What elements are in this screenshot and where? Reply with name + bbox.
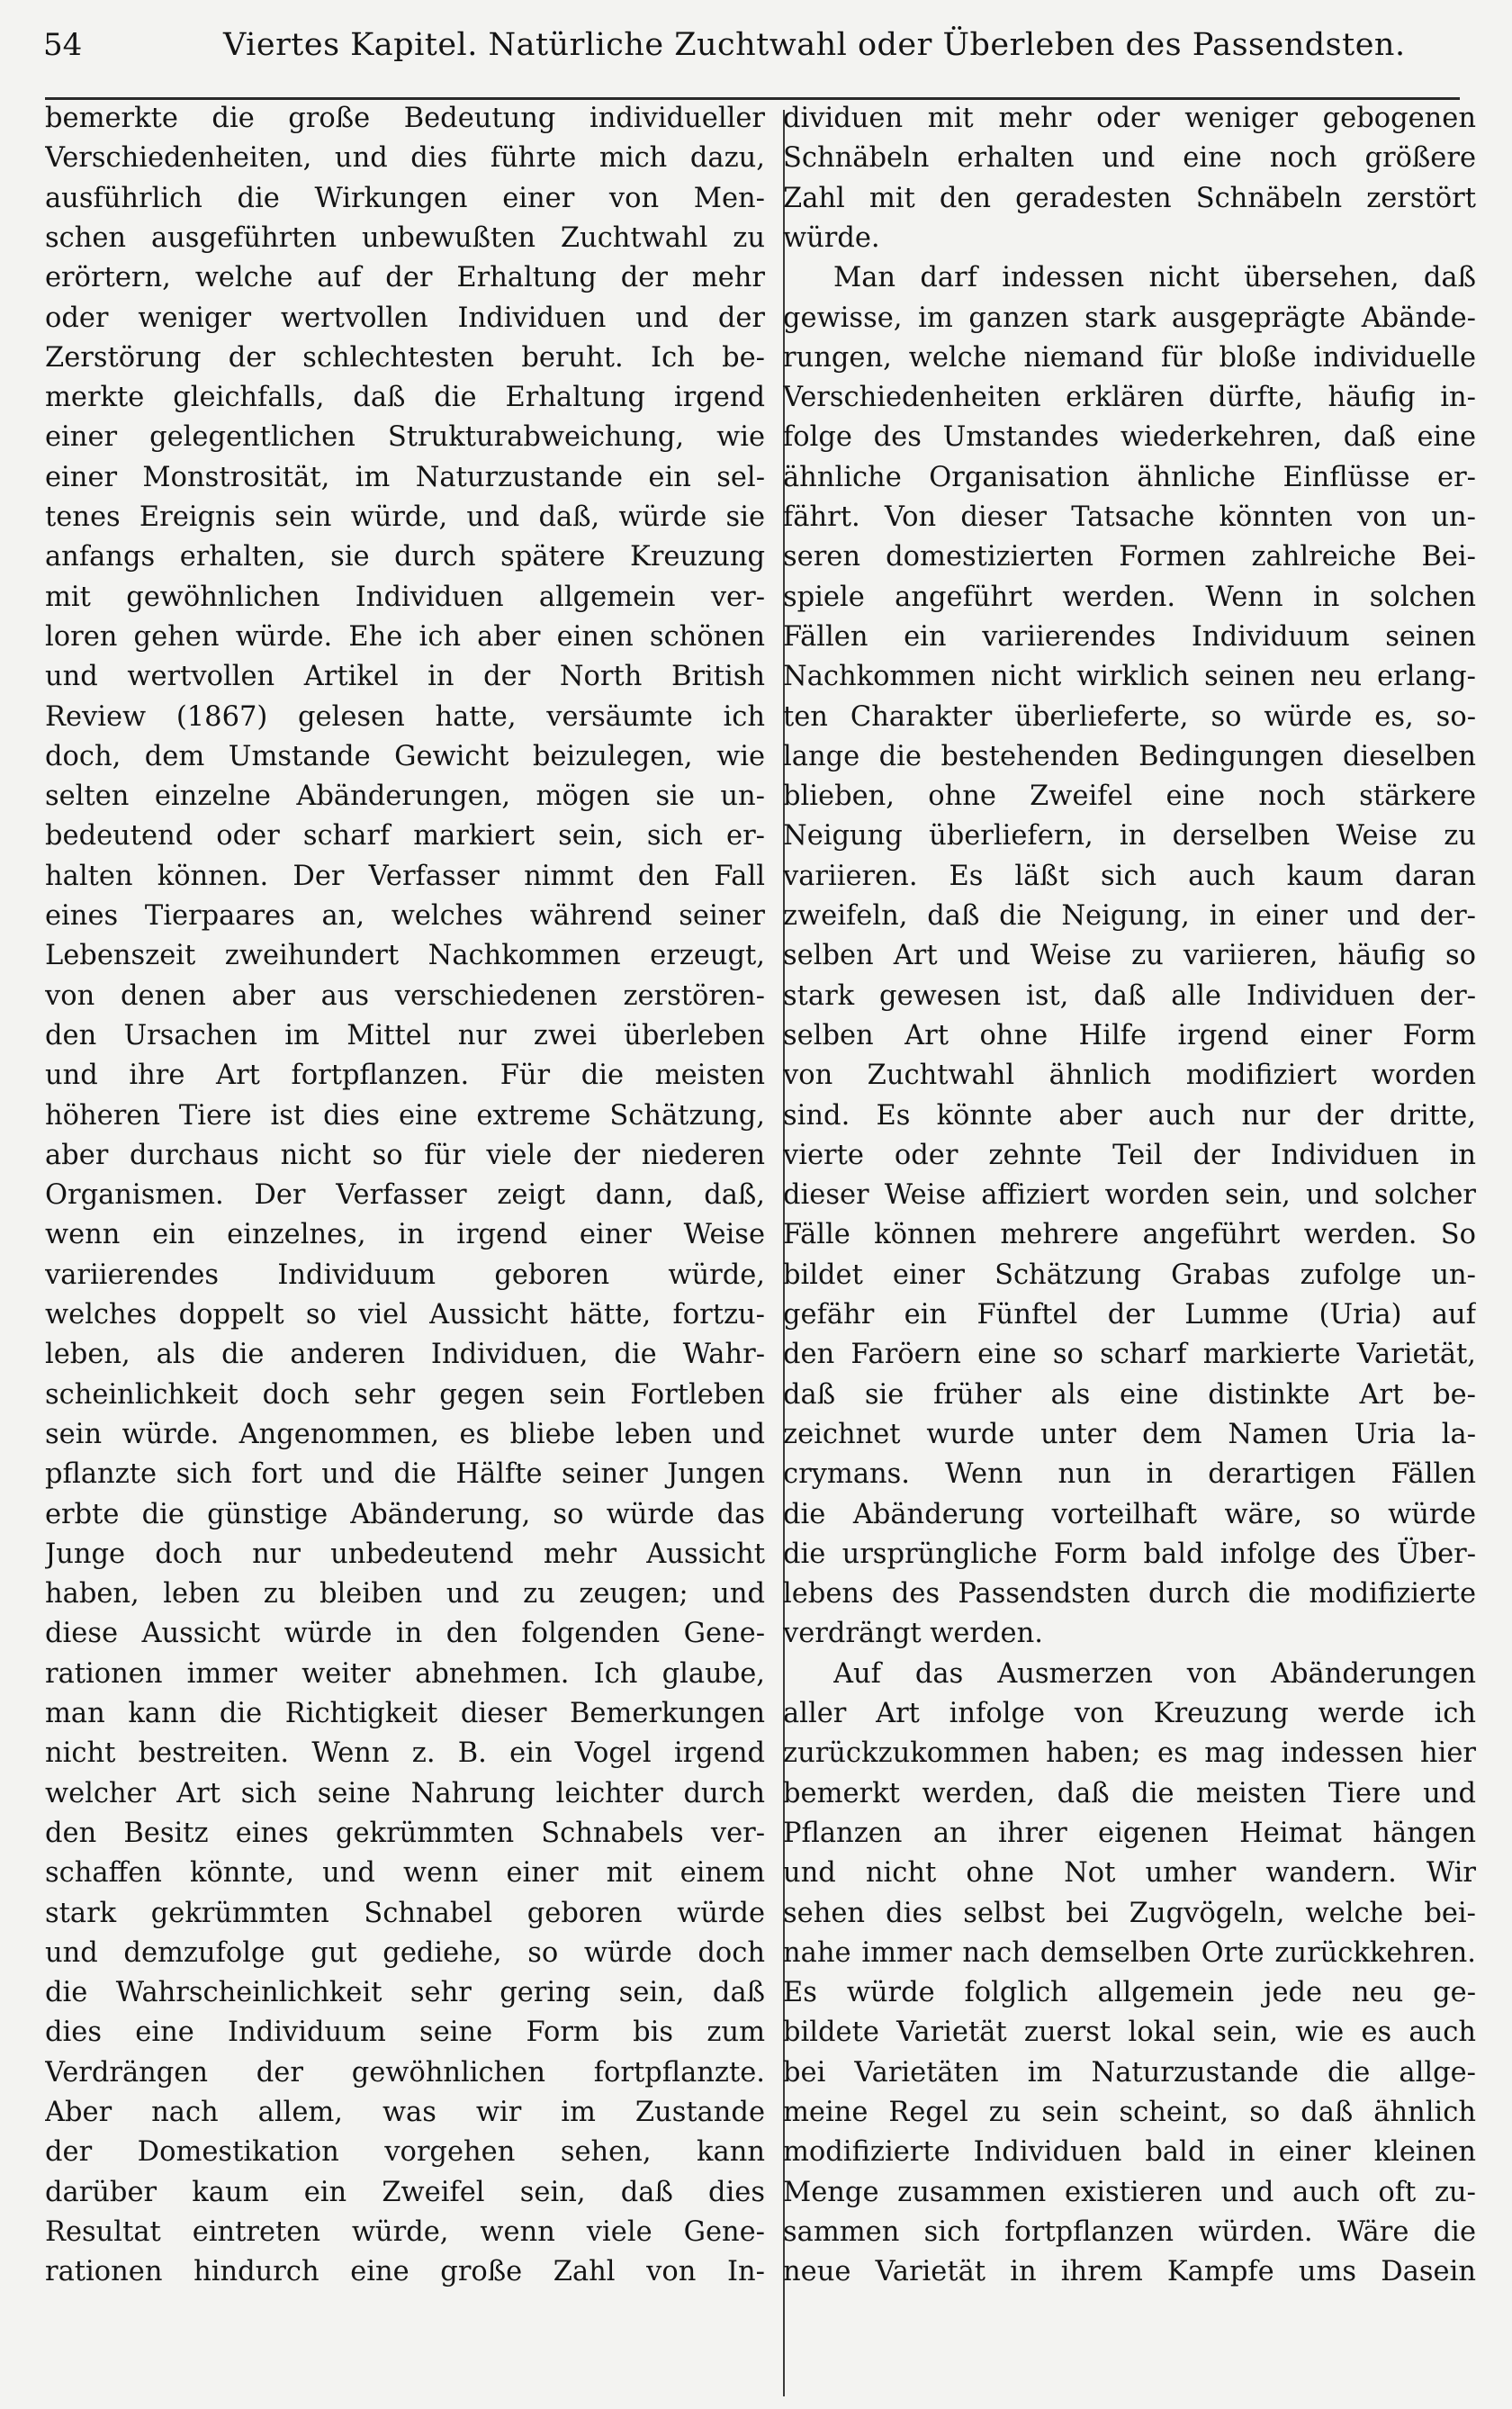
text-line: Auf das Ausmerzen von Abänderungen	[833, 1657, 1476, 1690]
text-line: Neigung überliefern, in derselben Weise zu	[783, 820, 1476, 853]
text-line: würde.	[783, 221, 880, 254]
text-line: tenes Ereignis sein würde, und daß, würde sie	[45, 501, 765, 533]
text-line: welches doppelt so viel Aussicht hätte, fortzu-	[45, 1299, 765, 1331]
text-line: Organismen. Der Verfasser zeigt dann, daß,	[45, 1179, 765, 1212]
text-line: und demzufolge gut gediehe, so würde doch	[45, 1936, 765, 1969]
text-line: den Faröern eine so scharf markierte Varietät,	[783, 1339, 1476, 1371]
running-title: Viertes Kapitel. Natürliche Zuchtwahl oder Überleben des Passendsten.	[223, 27, 1406, 63]
page-number: 54	[43, 27, 83, 63]
text-line: merkte gleichfalls, daß die Erhaltung irgend	[45, 382, 765, 414]
text-line: Zerstörung der schlechtesten beruht. Ich be-	[45, 341, 765, 374]
text-line: die Abänderung vorteilhaft wäre, so würde	[783, 1498, 1476, 1530]
text-line: spiele angeführt werden. Wenn in solchen	[783, 581, 1476, 613]
text-line: aber durchaus nicht so für viele der niederen	[45, 1139, 765, 1171]
text-line: zweifeln, daß die Neigung, in einer und der-	[783, 900, 1476, 932]
text-line: die ursprüngliche Form bald infolge des Über-	[783, 1538, 1476, 1570]
text-line: rationen immer weiter abnehmen. Ich glaube,	[45, 1657, 765, 1690]
text-line: nicht bestreiten. Wenn z. B. ein Vogel irgend	[45, 1737, 765, 1770]
text-line: Aber nach allem, was wir im Zustande	[45, 2097, 765, 2128]
text-line: rungen, welche niemand für bloße individuelle	[783, 341, 1476, 374]
text-line: sein würde. Angenommen, es bliebe leben und	[45, 1418, 765, 1450]
text-line: den Ursachen im Mittel nur zwei überleben	[45, 1019, 765, 1051]
text-line: Verdrängen der gewöhnlichen fortpflanzte.	[45, 2056, 765, 2089]
text-line: sammen sich fortpflanzen würden. Wäre die	[783, 2215, 1476, 2248]
text-line: dividuen mit mehr oder weniger gebogenen	[783, 103, 1476, 134]
text-line: bildete Varietät zuerst lokal sein, wie es auch	[783, 2017, 1476, 2049]
text-line: Verschiedenheiten, und dies führte mich dazu,	[45, 142, 765, 175]
text-line: stark gewesen ist, daß alle Individuen der-	[783, 979, 1476, 1012]
text-line: seren domestizierten Formen zahlreiche Bei-	[783, 541, 1476, 573]
text-line: Menge zusammen existieren und auch oft zu-	[783, 2176, 1476, 2208]
text-line: ähnliche Organisation ähnliche Einflüsse er-	[783, 461, 1476, 493]
text-line: erörtern, welche auf der Erhaltung der mehr	[45, 262, 765, 294]
text-line: erbte die günstige Abänderung, so würde das	[45, 1498, 765, 1530]
text-line: aller Art infolge von Kreuzung werde ich	[783, 1698, 1476, 1729]
text-line: einer gelegentlichen Strukturabweichung, wie	[45, 421, 765, 454]
text-line: Nachkommen nicht wirklich seinen neu erlang-	[783, 661, 1476, 693]
text-line: loren gehen würde. Ehe ich aber einen schönen	[45, 620, 765, 653]
text-line: schen ausgeführten unbewußten Zuchtwahl zu	[45, 221, 765, 254]
text-line: ten Charakter überlieferte, so würde es, so-	[783, 700, 1476, 733]
text-line: Fällen ein variierendes Individuum seinen	[783, 620, 1476, 653]
text-line: Es würde folglich allgemein jede neu ge-	[783, 1977, 1476, 2009]
text-line: von denen aber aus verschiedenen zerstören-	[45, 979, 765, 1012]
text-line: selben Art ohne Hilfe irgend einer Form	[783, 1019, 1476, 1051]
text-line: doch, dem Umstande Gewicht beizulegen, wie	[45, 740, 765, 772]
text-line: crymans. Wenn nun in derartigen Fällen	[783, 1458, 1476, 1491]
text-line: Pflanzen an ihrer eigenen Heimat hängen	[783, 1817, 1476, 1849]
text-line: fährt. Von dieser Tatsache könnten von un-	[783, 501, 1476, 533]
text-line: neue Varietät in ihrem Kampfe ums Dasein	[783, 2256, 1476, 2288]
text-line: pflanzte sich fort und die Hälfte seiner Jungen	[45, 1458, 765, 1491]
text-line: schaffen könnte, und wenn einer mit einem	[45, 1857, 765, 1890]
text-line: eines Tierpaares an, welches während seiner	[45, 900, 765, 932]
text-line: Junge doch nur unbedeutend mehr Aussicht	[45, 1538, 765, 1570]
text-line: Fälle können mehrere angeführt werden. So	[783, 1219, 1476, 1251]
text-line: halten können. Der Verfasser nimmt den Fall	[45, 860, 765, 892]
text-line: Lebenszeit zweihundert Nachkommen erzeugt,	[45, 940, 765, 972]
text-line: dieser Weise affiziert worden sein, und solcher	[783, 1179, 1476, 1212]
text-line: folge des Umstandes wiederkehren, daß eine	[783, 421, 1476, 454]
text-line: Zahl mit den geradesten Schnäbeln zerstört	[783, 182, 1476, 214]
text-line: lange die bestehenden Bedingungen dieselben	[783, 740, 1476, 772]
text-line: einer Monstrosität, im Naturzustande ein sel-	[45, 461, 765, 493]
text-line: und wertvollen Artikel in der North British	[45, 661, 765, 693]
text-line: bemerkt werden, daß die meisten Tiere und	[783, 1777, 1476, 1809]
text-line: den Besitz eines gekrümmten Schnabels ver-	[45, 1817, 765, 1849]
text-line: sehen dies selbst bei Zugvögeln, welche bei-	[783, 1897, 1476, 1929]
text-line: selten einzelne Abänderungen, mögen sie un-	[45, 780, 765, 813]
text-line: bemerkte die große Bedeutung individueller	[45, 103, 765, 134]
text-line: variieren. Es läßt sich auch kaum daran	[783, 860, 1476, 892]
text-line: rationen hindurch eine große Zahl von In-	[45, 2256, 765, 2288]
text-line: Resultat eintreten würde, wenn viele Gene-	[45, 2215, 765, 2248]
text-line: Schnäbeln erhalten und eine noch größere	[783, 142, 1476, 175]
text-line: sind. Es könnte aber auch nur der dritte,	[783, 1099, 1476, 1132]
text-line: nahe immer nach demselben Orte zurückkehren.	[783, 1936, 1476, 1969]
text-line: leben, als die anderen Individuen, die Wahr-	[45, 1339, 765, 1371]
text-line: diese Aussicht würde in den folgenden Gene-	[45, 1618, 765, 1650]
text-line: bedeutend oder scharf markiert sein, sich er-	[45, 820, 765, 853]
text-line: lebens des Passendsten durch die modifizierte	[783, 1578, 1476, 1611]
text-line: haben, leben zu bleiben und zu zeugen; und	[45, 1578, 765, 1611]
text-line: wenn ein einzelnes, in irgend einer Weise	[45, 1219, 765, 1251]
text-line: gewisse, im ganzen stark ausgeprägte Abände-	[783, 302, 1476, 334]
text-line: darüber kaum ein Zweifel sein, daß dies	[45, 2176, 765, 2208]
text-line: scheinlichkeit doch sehr gegen sein Fortleben	[45, 1378, 765, 1411]
text-line: ausführlich die Wirkungen einer von Men-	[45, 182, 765, 214]
text-line: der Domestikation vorgehen sehen, kann	[45, 2136, 765, 2169]
text-line: meine Regel zu sein scheint, so daß ähnlich	[783, 2097, 1476, 2128]
text-line: von Zuchtwahl ähnlich modifiziert worden	[783, 1060, 1476, 1092]
text-line: anfangs erhalten, sie durch spätere Kreuzung	[45, 541, 765, 573]
text-line: bei Varietäten im Naturzustande die allge-	[783, 2056, 1476, 2089]
text-line: stark gekrümmten Schnabel geboren würde	[45, 1897, 765, 1929]
text-line: Review (1867) gelesen hatte, versäumte ich	[45, 700, 765, 733]
text-line: mit gewöhnlichen Individuen allgemein ver-	[45, 581, 765, 613]
text-line: selben Art und Weise zu variieren, häufig so	[783, 940, 1476, 972]
text-line: dies eine Individuum seine Form bis zum	[45, 2017, 765, 2049]
text-line: und ihre Art fortpflanzen. Für die meisten	[45, 1060, 765, 1092]
text-line: zeichnet wurde unter dem Namen Uria la-	[783, 1418, 1476, 1450]
text-line: daß sie früher als eine distinkte Art be-	[783, 1378, 1476, 1411]
text-line: modifizierte Individuen bald in einer kleinen	[783, 2136, 1476, 2169]
text-line: zurückzukommen haben; es mag indessen hier	[783, 1737, 1476, 1770]
text-line: Verschiedenheiten erklären dürfte, häufig in-	[783, 382, 1476, 414]
text-line: bildet einer Schätzung Grabas zufolge un-	[783, 1259, 1476, 1291]
running-header	[43, 13, 1458, 77]
text-line: blieben, ohne Zweifel eine noch stärkere	[783, 780, 1476, 813]
text-line: man kann die Richtigkeit dieser Bemerkungen	[45, 1698, 765, 1729]
text-line: variierendes Individuum geboren würde,	[45, 1259, 765, 1291]
text-line: und nicht ohne Not umher wandern. Wir	[783, 1857, 1476, 1890]
text-line: oder weniger wertvollen Individuen und der	[45, 302, 765, 334]
text-line: welcher Art sich seine Nahrung leichter durch	[45, 1777, 765, 1809]
text-line: gefähr ein Fünftel der Lumme (Uria) auf	[783, 1299, 1476, 1331]
text-line: vierte oder zehnte Teil der Individuen in	[783, 1139, 1476, 1171]
text-line: höheren Tiere ist dies eine extreme Schätzung,	[45, 1099, 765, 1132]
text-line: die Wahrscheinlichkeit sehr gering sein, daß	[45, 1977, 765, 2009]
text-line: Man darf indessen nicht übersehen, daß	[833, 262, 1476, 294]
text-line: verdrängt werden.	[783, 1618, 1043, 1650]
